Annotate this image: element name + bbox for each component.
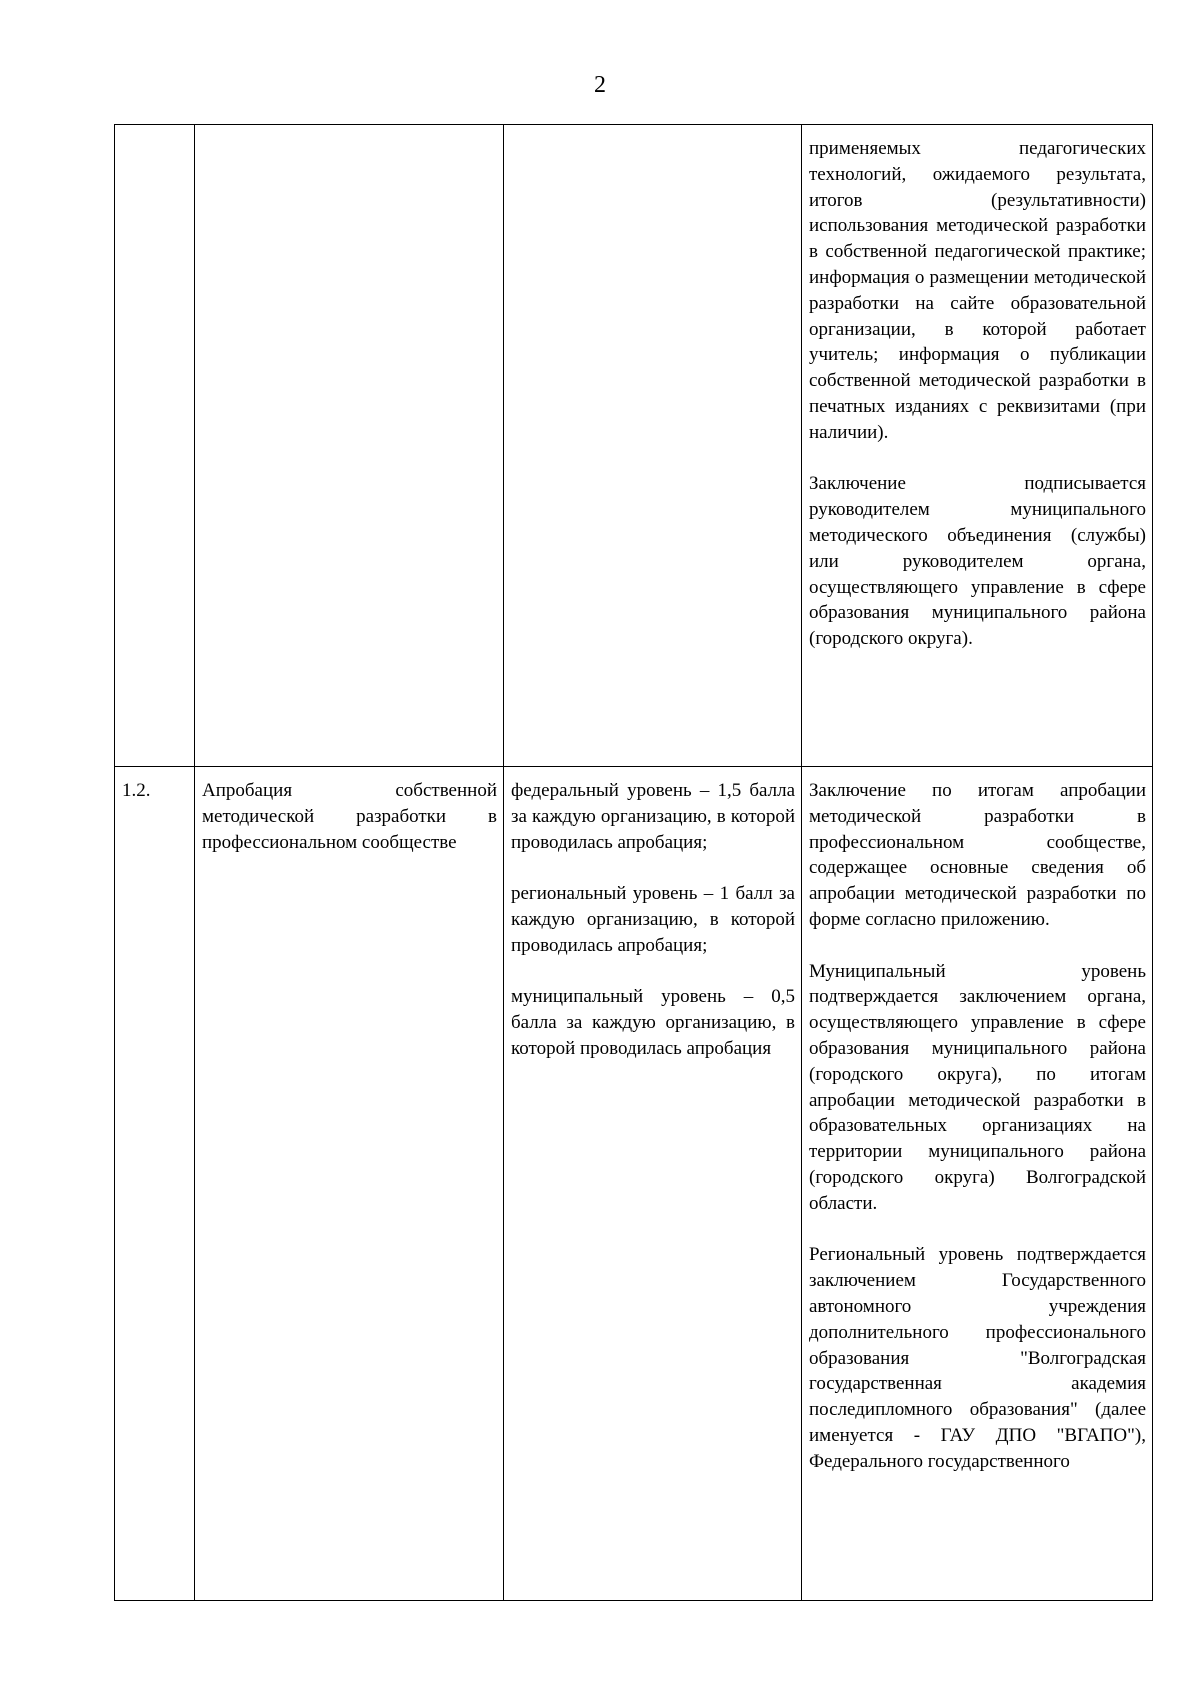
criteria-table bbox=[114, 124, 1153, 1601]
evidence-paragraph: применяемых педагогических технологий, ожидаемого результата, итогов (результативности) использования методической разработки в собственной педагогической практике; информация о размещении методической разработки на сайте образовательной организации, в которой работает учитель; информация о публикации собственной методической разработки в печатных изданиях с реквизитами (при наличии). bbox=[809, 138, 1146, 443]
table-row bbox=[115, 767, 1153, 1601]
cell-criterion bbox=[195, 125, 504, 767]
cell-number bbox=[115, 125, 195, 767]
evidence-paragraph: Заключение подписывается руководителем муниципального методического объединения (службы) или руководителем органа, осуществляющего управление в сфере образования муниципального района (городского округа). bbox=[809, 473, 1146, 650]
cell-evidence bbox=[802, 125, 1153, 767]
cell-score bbox=[504, 125, 802, 767]
table-row bbox=[115, 125, 1153, 767]
score-paragraph: региональный уровень – 1 балл за каждую организацию, в которой проводилась апробация; bbox=[511, 883, 795, 956]
score-paragraph: муниципальный уровень – 0,5 балла за каждую организацию, в которой проводилась апробация bbox=[511, 986, 795, 1059]
cell-number: 1.2. bbox=[115, 767, 195, 1601]
cell-criterion: Апробация собственной методической разработки в профессиональном сообществе bbox=[195, 767, 504, 1601]
evidence-paragraph: Региональный уровень подтверждается заключением Государственного автономного учреждения дополнительного профессионального образования "Волгоградская государственная академия последипломного образования" (далее именуется - ГАУ ДПО "ВГАПО"), Федерального государственного bbox=[809, 1244, 1146, 1472]
cell-evidence bbox=[802, 767, 1153, 1601]
evidence-paragraph: Муниципальный уровень подтверждается заключением органа, осуществляющего управление в сфере образования муниципального района (городского округа), по итогам апробации методической разработки в образовательных организациях на территории муниципального района (городского округа) Волгоградской области. bbox=[809, 960, 1146, 1214]
score-paragraph: федеральный уровень – 1,5 балла за каждую организацию, в которой проводилась апробация; bbox=[511, 780, 795, 853]
cell-score bbox=[504, 767, 802, 1601]
evidence-paragraph: Заключение по итогам апробации методической разработки в профессиональном сообществе, содержащее основные сведения об апробации методической разработки по форме согласно приложению. bbox=[809, 780, 1146, 930]
page-number: 2 bbox=[594, 72, 606, 98]
